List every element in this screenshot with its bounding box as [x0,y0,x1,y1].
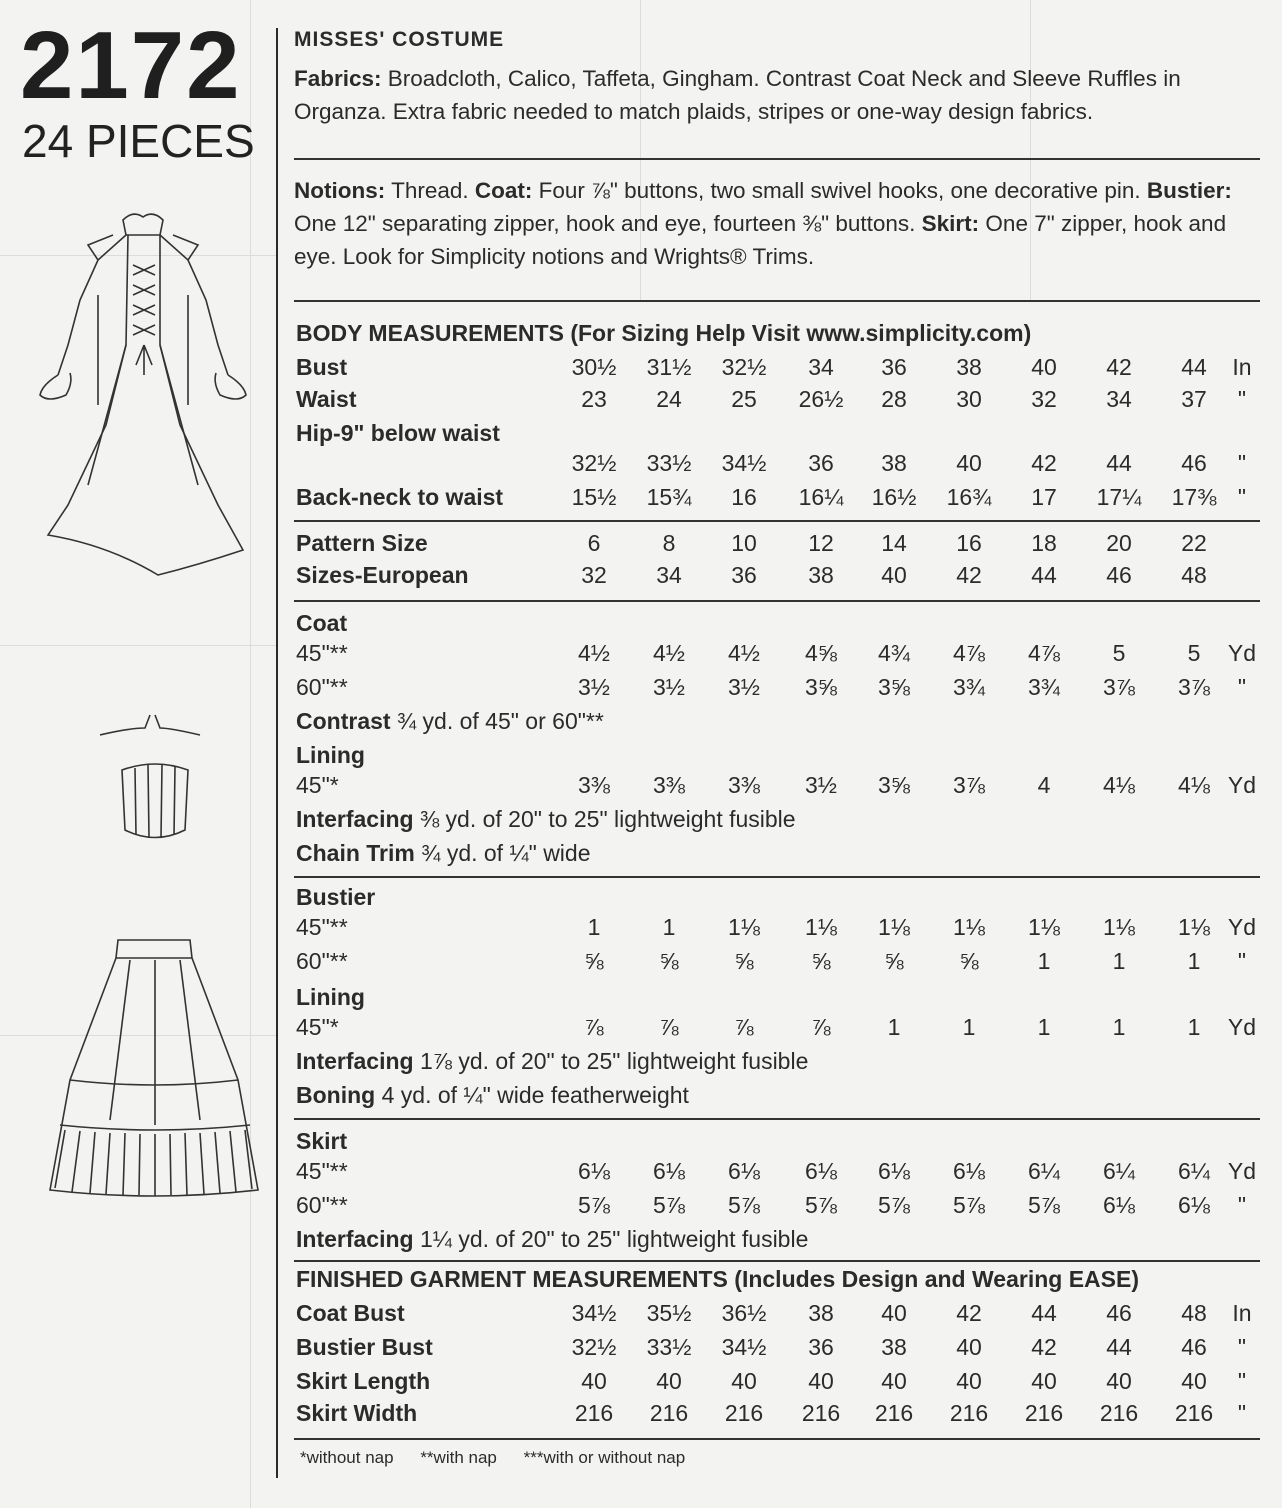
row-value: 40 [731,1368,757,1394]
bustier-title: Bustier [296,884,376,910]
row-value: 4½ [728,640,760,666]
row-value: 40 [1031,354,1057,380]
row-value: 6¼ [1178,1158,1210,1184]
finished-subtitle: (Includes Design and Wearing EASE) [727,1266,1139,1292]
row-value: 1 [1037,1014,1051,1040]
row-value: 23 [581,386,607,412]
skirt-45-row [294,1158,1260,1190]
row-value: ⅝ [734,948,754,974]
row-value: ⅞ [734,1014,754,1040]
coat-contrast-line [296,708,604,735]
section-rule [294,520,1260,522]
row-value: 5⅞ [728,1192,760,1218]
row-unit: Yd [1227,1158,1257,1184]
section-rule [294,1438,1260,1440]
row-value: 1⅛ [953,914,985,940]
bustier-interfacing-text: 1⅞ yd. of 20" to 25" lightweight fusible [413,1048,809,1074]
boning-label: Boning [296,1082,376,1108]
skirt-60-row [294,1192,1260,1224]
row-value: 44 [1106,450,1132,476]
row-value: 3½ [805,772,837,798]
section-rule [294,876,1260,878]
coat-45-row [294,640,1260,672]
row-value: 16¼ [798,484,844,510]
row-label: 60"** [296,948,348,974]
row-value: 34½ [571,1300,617,1326]
row-label: 45"* [296,1014,339,1040]
row-value: 34 [1106,386,1132,412]
section-rule [294,300,1260,302]
row-value: 5⅞ [1028,1192,1060,1218]
row-value: 22 [1181,530,1207,556]
notions-paragraph [294,174,1260,273]
row-value: 6⅛ [805,1158,837,1184]
row-value: 6⅛ [653,1158,685,1184]
body-measurements-title: BODY MEASUREMENTS [296,320,564,346]
section-rule [294,158,1260,160]
row-label: Back-neck to waist [296,484,504,510]
row-value: 38 [881,1334,907,1360]
pattern-size-row [294,530,1260,562]
row-value: 46 [1106,1300,1132,1326]
row-label: Skirt Length [296,1368,431,1394]
row-value: 16 [731,484,757,510]
skirt-width-row [294,1400,1260,1432]
row-value: 1⅛ [805,914,837,940]
row-value: 46 [1106,562,1132,588]
bustier-lining-heading [296,984,365,1011]
row-value: 3¾ [1028,674,1060,700]
row-value: 4½ [578,640,610,666]
row-value: 34 [808,354,834,380]
row-value: 1 [1037,948,1051,974]
row-value: 3¾ [953,674,985,700]
row-value: 216 [649,1400,689,1426]
row-value: 14 [881,530,907,556]
row-value: 34 [656,562,682,588]
row-value: 44 [1106,1334,1132,1360]
row-value: 16¾ [946,484,992,510]
row-value: 1 [1187,948,1201,974]
row-value: 216 [724,1400,764,1426]
row-value: 42 [1106,354,1132,380]
skirt-heading [296,1128,347,1155]
contrast-text: ¾ yd. of 45" or 60"** [390,708,604,734]
sizes-european-row [294,562,1260,594]
row-value: 38 [956,354,982,380]
row-value: 3⅞ [1103,674,1135,700]
row-value: 38 [881,450,907,476]
coat-heading [296,610,347,637]
row-value: 3⅝ [878,674,910,700]
row-value: 1⅛ [728,914,760,940]
row-label: Bustier Bust [296,1334,433,1360]
row-value: 6⅛ [578,1158,610,1184]
row-value: 46 [1181,1334,1207,1360]
row-label: Skirt Width [296,1400,418,1426]
row-value: 6⅛ [728,1158,760,1184]
row-value: 30 [956,386,982,412]
row-value: 216 [874,1400,914,1426]
row-value: 1⅛ [1103,914,1135,940]
row-value: 38 [808,1300,834,1326]
row-value: 38 [808,562,834,588]
row-value: 42 [1031,450,1057,476]
left-column [0,0,276,1508]
row-value: 34½ [721,450,767,476]
row-value: 33½ [646,1334,692,1360]
row-value: 216 [574,1400,614,1426]
row-unit: " [1237,1334,1247,1360]
row-value: 32 [1031,386,1057,412]
row-unit: " [1237,450,1247,476]
row-value: 1 [1187,1014,1201,1040]
row-value: 4⅝ [805,640,837,666]
row-unit: Yd [1227,772,1257,798]
row-value: 37 [1181,386,1207,412]
coat-60-row [294,674,1260,706]
coat-lining-heading [296,742,365,769]
row-value: ⅝ [959,948,979,974]
row-value: 34½ [721,1334,767,1360]
skirt-interfacing-text: 1¼ yd. of 20" to 25" lightweight fusible [413,1226,809,1252]
row-value: 17 [1031,484,1057,510]
row-value: 5⅞ [878,1192,910,1218]
row-value: 3⅞ [1178,674,1210,700]
footnote-with-or-without-nap: ***with or without nap [523,1448,686,1467]
row-value: 1 [1112,948,1126,974]
row-value: 42 [956,562,982,588]
row-value: 40 [956,1334,982,1360]
row-value: 32½ [571,1334,617,1360]
row-label: 45"* [296,772,339,798]
notions-skirt-text: One 7" zipper, hook and eye. Look for Simplicity notions and Wrights® Trims. [294,211,1227,269]
row-value: 20 [1106,530,1132,556]
row-value: 1⅛ [1028,914,1060,940]
section-rule [294,1260,1260,1262]
row-value: 3½ [728,674,760,700]
row-unit: " [1237,1400,1247,1426]
row-value: 5⅞ [805,1192,837,1218]
row-value: 42 [1031,1334,1057,1360]
finished-heading [296,1266,1139,1293]
coat-sketch-icon [28,205,268,585]
row-value: 40 [881,1368,907,1394]
coat-lining-45-row [294,772,1260,804]
contrast-label: Contrast [296,708,391,734]
row-label: Pattern Size [296,530,428,556]
row-value: 1 [962,1014,976,1040]
section-rule [294,600,1260,602]
chain-trim-text: ¾ yd. of ¼" wide [414,840,591,866]
coat-interfacing-label: Interfacing [296,806,414,832]
finished-title: FINISHED GARMENT MEASUREMENTS [296,1266,728,1292]
footnote-without-nap: *without nap [300,1448,394,1467]
waist-row [294,386,1260,418]
row-value: 17¼ [1096,484,1142,510]
row-label: 60"** [296,1192,348,1218]
row-value: 1⅛ [878,914,910,940]
row-value: 40 [881,1300,907,1326]
row-value: 1⅛ [1178,914,1210,940]
coat-title: Coat [296,610,348,636]
row-unit: Yd [1227,914,1257,940]
row-value: 40 [581,1368,607,1394]
row-value: 16 [956,530,982,556]
coat-interfacing-line [296,806,796,833]
notions-label: Notions: [294,178,386,203]
row-value: 15½ [571,484,617,510]
row-value: 4½ [653,640,685,666]
section-rule [294,1118,1260,1120]
row-label: Sizes-European [296,562,469,588]
row-value: 48 [1181,562,1207,588]
skirt-length-row [294,1368,1260,1400]
row-value: 40 [1181,1368,1207,1394]
row-value: 40 [881,562,907,588]
chain-trim-line [296,840,591,867]
row-value: ⅝ [811,948,831,974]
row-value: 3½ [653,674,685,700]
row-value: 4¾ [878,640,910,666]
row-value: 44 [1181,354,1207,380]
back-neck-row [294,484,1260,516]
boning-text: 4 yd. of ¼" wide featherweight [375,1082,689,1108]
row-value: 44 [1031,562,1057,588]
row-label: Bust [296,354,348,380]
skirt-sketch-icon [40,930,270,1200]
notions-coat-label: Coat: [474,178,533,203]
row-value: 10 [731,530,757,556]
hip-label-row [294,420,1260,452]
fabrics-paragraph [294,62,1260,128]
row-value: 5⅞ [953,1192,985,1218]
bustier-sketch-icon [100,710,210,850]
row-value: 32½ [721,354,767,380]
row-value: 6⅛ [1103,1192,1135,1218]
notions-bustier-text: One 12" separating zipper, hook and eye, fourteen ⅜" buttons. [294,211,922,236]
row-value: 216 [1099,1400,1139,1426]
row-value: 8 [662,530,676,556]
pattern-number: 2172 [20,12,242,119]
row-value: 40 [956,450,982,476]
row-value: 40 [1031,1368,1057,1394]
row-unit: In [1232,354,1252,380]
row-unit: " [1237,1192,1247,1218]
row-value: 36 [808,1334,834,1360]
row-value: 44 [1031,1300,1057,1326]
row-value: 30½ [571,354,617,380]
row-value: ⅝ [584,948,604,974]
row-value: 3⅞ [953,772,985,798]
row-value: 3⅜ [728,772,760,798]
hip-row [294,450,1260,482]
row-value: 16½ [871,484,917,510]
notions-skirt-label: Skirt: [921,211,980,236]
row-value: 216 [1174,1400,1214,1426]
row-value: 28 [881,386,907,412]
footnotes [300,1448,707,1468]
row-value: 6⅛ [878,1158,910,1184]
row-value: 42 [956,1300,982,1326]
skirt-interfacing-line [296,1226,808,1253]
row-label: 45"** [296,1158,348,1184]
coat-lining-title: Lining [296,742,365,768]
bustier-lining-45-row [294,1014,1260,1046]
row-label: 45"** [296,914,348,940]
row-value: 3⅝ [878,772,910,798]
row-value: 26½ [798,386,844,412]
row-value: 18 [1031,530,1057,556]
bustier-interfacing-line [296,1048,808,1075]
row-value: 33½ [646,450,692,476]
row-value: 4⅞ [1028,640,1060,666]
row-value: 3⅜ [653,772,685,798]
row-value: 6 [587,530,601,556]
row-unit: " [1237,674,1247,700]
row-value: ⅞ [811,1014,831,1040]
row-label: Hip-9" below waist [296,420,500,446]
row-value: 32 [581,562,607,588]
row-value: 40 [1106,1368,1132,1394]
row-value: 12 [808,530,834,556]
row-value: 6¼ [1028,1158,1060,1184]
row-value: 24 [656,386,682,412]
row-value: ⅞ [659,1014,679,1040]
coat-bust-row [294,1300,1260,1332]
row-value: 5⅞ [653,1192,685,1218]
fabrics-label: Fabrics: [294,66,382,91]
row-value: 6⅛ [953,1158,985,1184]
row-value: 3⅝ [805,674,837,700]
boning-line [296,1082,689,1109]
row-value: 40 [956,1368,982,1394]
row-value: ⅝ [659,948,679,974]
coat-interfacing-text: ⅜ yd. of 20" to 25" lightweight fusible [413,806,796,832]
body-measurements-subtitle: (For Sizing Help Visit www.simplicity.com) [563,320,1032,346]
notions-bustier-label: Bustier: [1146,178,1232,203]
row-value: 36½ [721,1300,767,1326]
row-value: 36 [731,562,757,588]
garment-title: MISSES' COSTUME [294,28,505,51]
row-value: 5 [1187,640,1201,666]
notions-coat-text: Four ⅞" buttons, two small swivel hooks, one decorative pin. [532,178,1147,203]
skirt-interfacing-label: Interfacing [296,1226,414,1252]
row-value: 35½ [646,1300,692,1326]
row-value: 48 [1181,1300,1207,1326]
row-value: 5⅞ [578,1192,610,1218]
bustier-45-row [294,914,1260,946]
row-value: 3½ [578,674,610,700]
row-value: 1 [1112,1014,1126,1040]
row-value: 36 [808,450,834,476]
row-label: Waist [296,386,357,412]
row-unit: " [1237,948,1247,974]
row-value: 6⅛ [1178,1192,1210,1218]
row-label: 45"** [296,640,348,666]
bustier-bust-row [294,1334,1260,1366]
row-value: 6¼ [1103,1158,1135,1184]
skirt-title: Skirt [296,1128,348,1154]
row-value: 46 [1181,450,1207,476]
row-value: 216 [1024,1400,1064,1426]
row-value: 3⅜ [578,772,610,798]
body-measurements-heading [296,320,1031,347]
row-unit: " [1237,484,1247,510]
row-value: 4⅛ [1178,772,1210,798]
row-value: 40 [656,1368,682,1394]
bustier-heading [296,884,375,911]
row-value: 1 [662,914,676,940]
row-unit: In [1232,1300,1252,1326]
row-value: 32½ [571,450,617,476]
row-value: 1 [587,914,601,940]
footnote-with-nap: **with nap [420,1448,497,1467]
row-value: ⅝ [884,948,904,974]
row-label: 60"** [296,674,348,700]
row-unit: Yd [1227,1014,1257,1040]
column-divider [276,28,278,1478]
row-value: 5 [1112,640,1126,666]
row-label: Coat Bust [296,1300,405,1326]
row-value: 4 [1037,772,1051,798]
row-value: 25 [731,386,757,412]
row-value: ⅞ [584,1014,604,1040]
row-unit: Yd [1227,640,1257,666]
row-value: 216 [949,1400,989,1426]
row-value: 40 [808,1368,834,1394]
row-value: 4⅞ [953,640,985,666]
row-unit: " [1237,386,1247,412]
pieces-count: 24 PIECES [22,115,255,167]
notions-text: Thread. [385,178,475,203]
row-value: 15¾ [646,484,692,510]
row-value: 17⅜ [1171,484,1217,510]
row-value: 36 [881,354,907,380]
bustier-60-row [294,948,1260,980]
bust-row [294,354,1260,386]
row-value: 4⅛ [1103,772,1135,798]
row-value: 216 [801,1400,841,1426]
row-value: 1 [887,1014,901,1040]
bustier-lining-title: Lining [296,984,365,1010]
bustier-interfacing-label: Interfacing [296,1048,414,1074]
row-value: 31½ [646,354,692,380]
chain-trim-label: Chain Trim [296,840,415,866]
fabrics-text: Broadcloth, Calico, Taffeta, Gingham. Contrast Coat Neck and Sleeve Ruffles in Organza. Extra fabric needed to match plaids, stripes or one-way design fabrics. [294,66,1181,124]
row-unit: " [1237,1368,1247,1394]
